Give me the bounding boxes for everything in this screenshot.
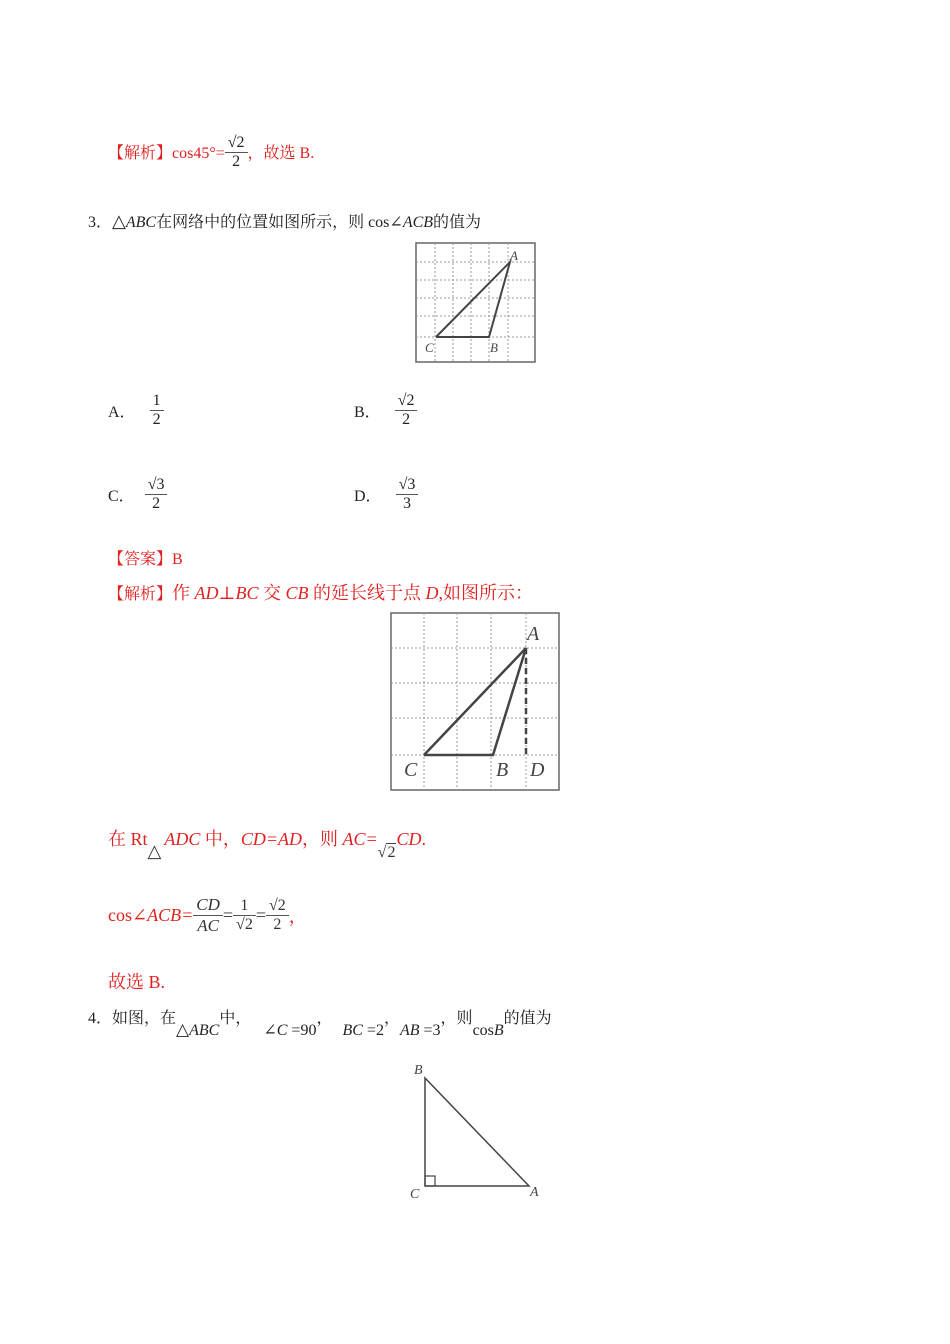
fraction-sqrt3-over-3: $\frac{√3}{3}$ <box>396 476 419 513</box>
cos-line: cos∠ACB= $\frac{CD}{AC}$ = $\frac{1}{√2}$ = $\frac{√2}{2}$ ， <box>108 895 307 935</box>
grid-figure-triangle <box>415 242 537 364</box>
solution-tag: 【解析】 <box>108 145 173 163</box>
label-c2: C <box>404 759 418 781</box>
sqrt2-over-2: $\frac{√2}{2}$ <box>225 134 248 171</box>
fraction-sqrt2-over-2-result: $\frac{√2}{2}$ <box>266 897 289 934</box>
fraction-one-half: $\frac{1}{2}$ <box>150 392 164 429</box>
question-3-stem: 3．△ABC在网络中的位置如图所示，则 cos∠ACB的值为 <box>88 211 482 231</box>
label-c: C <box>425 340 434 355</box>
question-4-stem: 4．如图，在△ABC中，∠C =90，BC =2，AB =3，则cosB的值为 <box>88 1010 552 1039</box>
solution-text: cos45°= <box>172 145 225 163</box>
option-b[interactable]: B． $\frac{√2}{2}$ <box>354 392 417 429</box>
fraction-cd-over-ac: $\frac{CD}{AC}$ <box>193 895 223 936</box>
option-a[interactable]: A． $\frac{1}{2}$ <box>108 392 164 429</box>
grid-figure-extended <box>390 612 561 792</box>
label-a2: A <box>527 623 540 645</box>
label-b2: B <box>496 759 509 781</box>
option-d[interactable]: D． $\frac{√3}{3}$ <box>354 476 418 513</box>
label-b: B <box>490 340 498 355</box>
conclusion-line: 故选 B. <box>108 972 166 992</box>
label-a3: A <box>530 1185 539 1200</box>
label-c3: C <box>410 1187 420 1202</box>
label-a: A <box>510 248 518 263</box>
right-triangle-figure <box>405 1058 555 1206</box>
solution-conclusion: ，故选 B. <box>247 145 315 163</box>
label-d2: D <box>530 759 545 781</box>
analysis-line: 【解析】作 AD⊥BC 交 CB 的延长线于点 D,如图所示： <box>108 583 533 603</box>
fraction-sqrt2-over-2: $\frac{√2}{2}$ <box>395 392 418 429</box>
fraction-1-over-sqrt2: $\frac{1}{√2}$ <box>233 897 256 934</box>
option-c[interactable]: C． $\frac{√3}{2}$ <box>108 476 167 513</box>
prev-solution <box>108 134 315 171</box>
fraction-sqrt3-over-2: $\frac{√3}{2}$ <box>145 476 168 513</box>
rt-line: 在 Rt△ADC 中，CD=AD，则 AC=√2CD. <box>108 829 426 861</box>
answer-line: 【答案】B <box>108 551 183 568</box>
label-b3: B <box>414 1063 423 1078</box>
